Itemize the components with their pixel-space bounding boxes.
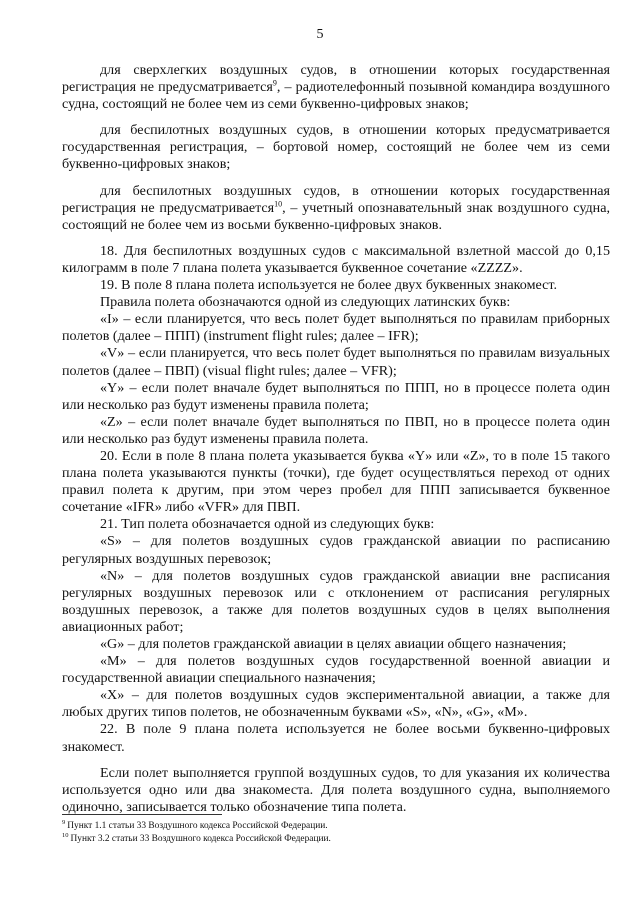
- paragraph: 20. Если в поле 8 плана полета указывается буква «Y» или «Z», то в поле 15 такого плана полета указываются пункты (точки), где будет осуществляться переход от одних правил полета к другим, при этом через пробел для ППП записывается буквенное сочетание «IFR» либо «VFR» для ПВП.: [62, 447, 610, 516]
- footnote-mark: 9: [62, 818, 66, 826]
- document-body: [62, 62, 610, 816]
- paragraph: для сверхлегких воздушных судов, в отношении которых государственная регистрация не предусматривается$^9$, – радиотелефонный позывной командира воздушного судна, состоящий не более чем из семи буквенно-цифровых знаков;: [62, 62, 610, 113]
- paragraph: «N» – для полетов воздушных судов гражданской авиации вне расписания регулярных воздушных перевозок или с отклонением от расписания регулярных воздушных перевозок, а также для полетов воздушных судов в целях выполнения авиационных работ;: [62, 567, 610, 635]
- footnotes: [62, 820, 610, 846]
- footnote-ref: 10: [274, 198, 283, 208]
- footnote: $^{10}$ Пункт 3.2 статьи 33 Воздушного кодекса Российской Федерации.: [62, 831, 331, 844]
- paragraph: «X» – для полетов воздушных судов экспериментальной авиации, а также для любых других типов полетов, не обозначенным буквами «S», «N», «G», «M».: [62, 687, 610, 721]
- paragraph: «Z» – если полет вначале будет выполняться по ПВП, но в процессе полета один или несколько раз будут изменены правила полета.: [62, 413, 610, 447]
- paragraph: «M» – для полетов воздушных судов государственной военной авиации и государственной авиации специального назначения;: [62, 653, 610, 687]
- footnote: $^9$ Пункт 1.1 статьи 33 Воздушного кодекса Российской Федерации.: [62, 818, 328, 831]
- page-number: 5: [316, 27, 324, 42]
- footnote-mark: 10: [62, 831, 69, 839]
- paragraph: Правила полета обозначаются одной из следующих латинских букв:: [100, 294, 511, 311]
- paragraph: 22. В поле 9 плана полета используется не более восьми буквенно-цифровых знакомест.: [62, 721, 610, 755]
- paragraph: для беспилотных воздушных судов, в отношении которых государственная регистрация не предусматривается$^{10}$, – учетный опознавательный знак воздушного судна, состоящий не более чем из восьми буквенно-цифровых знаков.: [62, 182, 610, 233]
- paragraph: Если полет выполняется группой воздушных судов, то для указания их количества используется одно или два знакоместа. Для полета воздушного судна, выполняемого одиночно, записывается только обозначение типа полета.: [62, 764, 610, 815]
- footnote-ref: 9: [272, 78, 277, 88]
- paragraph: «Y» – если полет вначале будет выполняться по ППП, но в процессе полета один или несколько раз будут изменены правила полета;: [62, 379, 610, 413]
- paragraph: 18. Для беспилотных воздушных судов с максимальной взлетной массой до 0,15 килограмм в поле 7 плана полета указывается буквенное сочетание «ZZZZ».: [62, 242, 610, 276]
- paragraph: «G» – для полетов гражданской авиации в целях авиации общего назначения;: [100, 636, 567, 652]
- paragraph: «I» – если планируется, что весь полет будет выполняться по правилам приборных полетов (далее – ППП) (instrument flight rules; далее – IFR);: [62, 311, 610, 345]
- paragraph: для беспилотных воздушных судов, в отношении которых предусматривается государственная регистрация, – бортовой номер, состоящий не более чем из семи буквенно-цифровых знаков;: [62, 122, 610, 173]
- paragraph: 21. Тип полета обозначается одной из следующих букв:: [100, 516, 435, 533]
- paragraph: 19. В поле 8 плана полета используется не более двух буквенных знакомест.: [100, 277, 557, 294]
- paragraph: «V» – если планируется, что весь полет будет выполняться по правилам визуальных полетов (далее – ПВП) (visual flight rules; далее – VFR);: [62, 345, 610, 379]
- paragraph: «S» – для полетов воздушных судов гражданской авиации по расписанию регулярных воздушных перевозок;: [62, 533, 610, 567]
- footnote-divider: [62, 814, 222, 815]
